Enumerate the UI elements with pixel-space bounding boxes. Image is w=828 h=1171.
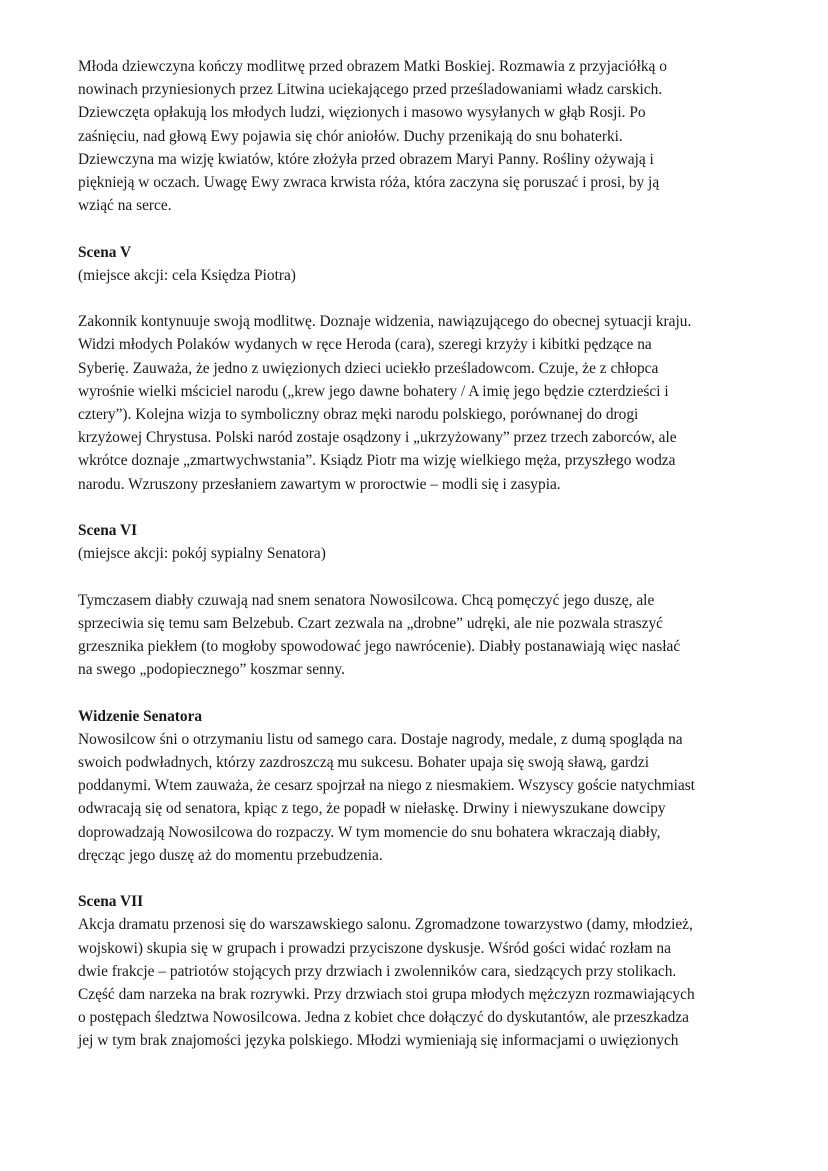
text-line: Syberię. Zauważa, że jedno z uwięzionych dzieci uciekło prześladowcom. Czuje, że z chłopca	[78, 359, 659, 377]
text-line: wojskowi) skupia się w grupach i prowadzi przyciszone dyskusje. Wśród gości widać rozłam na	[78, 939, 671, 957]
scene-6-heading: Scena VI	[78, 522, 138, 540]
text-line: dręcząc jego duszę aż do momentu przebudzenia.	[78, 846, 383, 864]
text-line: dwie frakcje – patriotów stojących przy drzwiach i zwolenników cara, siedzących przy stolikach.	[78, 962, 677, 980]
text-line: nowinach przyniesionych przez Litwina uciekającego przed prześladowaniami władz carskich.	[78, 81, 663, 99]
scene-7-paragraph	[78, 913, 758, 1052]
text-line: Część dam narzeka na brak rozrywki. Przy drzwiach stoi grupa młodych mężczyzn rozmawiających	[78, 986, 695, 1004]
text-line: narodu. Wzruszony przesłaniem zawartym w proroctwie – modli się i zasypia.	[78, 475, 561, 493]
text-line: cztery”). Kolejna wizja to symboliczny obraz męki narodu polskiego, porównanej do drogi	[78, 406, 639, 424]
text-line: Nowosilcow śni o otrzymaniu listu od samego cara. Dostaje nagrody, medale, z dumą spogląda na	[78, 730, 683, 748]
text-line: wziąć na serce.	[78, 197, 172, 215]
text-line: na swego „podopiecznego” koszmar senny.	[78, 661, 345, 679]
scene-5-paragraph	[78, 310, 758, 496]
scene-7-heading: Scena VII	[78, 893, 144, 911]
text-line: grzesznika piekłem (to mogłoby spowodować jego nawrócenie). Diabły postanawiają więc nasłać	[78, 638, 681, 656]
text-line: Widzi młodych Polaków wydanych w ręce Heroda (cara), szeregi krzyży i kibitki pędzące na	[78, 336, 652, 354]
text-line: Akcja dramatu przenosi się do warszawskiego salonu. Zgromadzone towarzystwo (damy, młodzież,	[78, 916, 693, 934]
text-line: Dziewczyna ma wizję kwiatów, które złożyła przed obrazem Maryi Panny. Rośliny ożywają i	[78, 150, 654, 168]
scene-5-location: (miejsce akcji: cela Księdza Piotra)	[78, 266, 296, 284]
document-page	[78, 55, 758, 1053]
text-line: sprzeciwia się temu sam Belzebub. Czart zezwala na „drobne” udręki, ale nie pozwala straszyć	[78, 614, 664, 632]
scene-6-paragraph	[78, 589, 758, 682]
text-line: wkrótce doznaje „zmartwychwstania”. Ksiądz Piotr ma wizję wielkiego męża, przyszłego wodza	[78, 452, 676, 470]
text-line: wyrośnie wielki mściciel narodu („krew jego dawne bohatery / A imię jego będzie czterdzieści i	[78, 382, 669, 400]
text-line: Dziewczęta opłakują los młodych ludzi, więzionych i masowo wysyłanych w głąb Rosji. Po	[78, 104, 646, 122]
text-line: pięknieją w oczach. Uwagę Ewy zwraca krwista róża, która zaczyna się poruszać i prosi, by ją	[78, 174, 660, 192]
scene-5-heading: Scena V	[78, 243, 132, 261]
text-line: krzyżowej Chrystusa. Polski naród zostaje osądzony i „ukrzyżowany” przez trzech zaborców, ale	[78, 429, 677, 447]
text-line: doprowadzają Nowosilcowa do rozpaczy. W tym momencie do snu bohatera wkraczają diabły,	[78, 823, 661, 841]
text-line: odwracają się od senatora, kpiąc z tego, że popadł w niełaskę. Drwiny i niewyszukane dowcipy	[78, 800, 666, 818]
text-line: jej w tym brak znajomości języka polskiego. Młodzi wymieniają się informacjami o uwięzionych	[78, 1032, 679, 1050]
text-line: Młoda dziewczyna kończy modlitwę przed obrazem Matki Boskiej. Rozmawia z przyjaciółką o	[78, 58, 667, 75]
text-line: poddanymi. Wtem zauważa, że cesarz spojrzał na niego z niesmakiem. Wszyscy goście natychmiast	[78, 777, 695, 795]
vision-paragraph	[78, 728, 758, 867]
text-line: o postępach śledztwa Nowosilcowa. Jedna z kobiet chce dołączyć do dyskutantów, ale przeszkadza	[78, 1009, 689, 1027]
vision-heading: Widzenie Senatora	[78, 707, 203, 725]
text-line: Tymczasem diabły czuwają nad snem senatora Nowosilcowa. Chcą pomęczyć jego duszę, ale	[78, 591, 655, 609]
text-line: zaśnięciu, nad głową Ewy pojawia się chór aniołów. Duchy przenikają do snu bohaterki.	[78, 127, 623, 145]
text-line: Zakonnik kontynuuje swoją modlitwę. Doznaje widzenia, nawiązującego do obecnej sytuacji kraju.	[78, 313, 692, 331]
scene-6-location: (miejsce akcji: pokój sypialny Senatora)	[78, 545, 326, 563]
text-line: swoich podwładnych, którzy zazdroszczą mu sukcesu. Bohater upaja się swoją sławą, gardzi	[78, 754, 649, 772]
intro-paragraph	[78, 55, 758, 217]
